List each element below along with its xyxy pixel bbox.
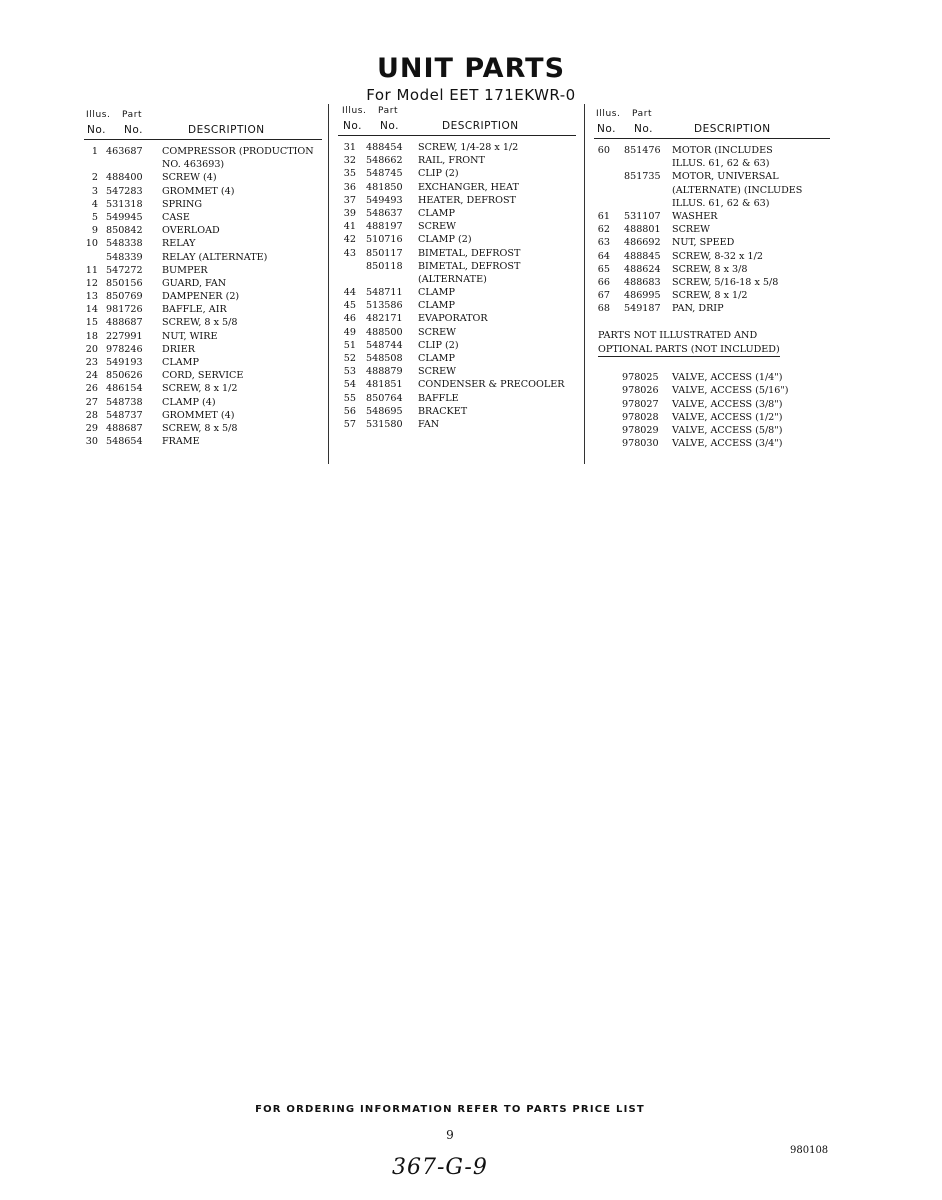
part-number: 978246 — [106, 343, 143, 355]
part-description: SCREW (4) — [162, 172, 217, 184]
handwritten-code: 367-G-9 — [392, 1155, 488, 1180]
part-description: BUMPER — [162, 264, 208, 276]
illus-number: 61 — [597, 210, 610, 222]
illus-number: 32 — [343, 155, 356, 167]
table-row — [338, 326, 576, 339]
table-row — [594, 289, 830, 302]
part-description: WASHER — [672, 210, 718, 222]
illus-number: 35 — [343, 168, 356, 180]
table-row — [338, 365, 576, 378]
part-description: CORD, SERVICE — [162, 370, 244, 382]
parts-rows — [594, 144, 830, 315]
column-header — [594, 105, 830, 139]
table-row — [84, 356, 322, 369]
illus-number: 31 — [343, 142, 356, 153]
column-header — [84, 106, 322, 140]
part-number: 978025 — [622, 372, 659, 384]
part-description: NUT, WIRE — [162, 330, 218, 342]
not-illustrated-note — [598, 329, 830, 357]
table-row — [338, 312, 576, 325]
part-number: 488197 — [366, 221, 403, 233]
illus-number: 28 — [85, 409, 98, 421]
table-row — [84, 343, 322, 356]
illus-number: 13 — [85, 291, 98, 303]
part-description: SCREW — [418, 366, 457, 378]
table-row — [594, 157, 830, 170]
part-description: CONDENSER & PRECOOLER — [418, 379, 565, 391]
illus-label: Illus. — [596, 109, 621, 119]
part-description: CLAMP — [418, 287, 455, 299]
illus-number: 65 — [597, 263, 610, 275]
table-row — [594, 170, 830, 183]
table-row — [338, 299, 576, 312]
part-description: MOTOR (INCLUDES — [672, 145, 773, 156]
page-title: UNIT PARTS — [376, 53, 566, 84]
illus-number: 55 — [343, 392, 356, 404]
table-row — [594, 184, 830, 197]
column-divider — [328, 104, 329, 464]
part-description: RELAY (ALTERNATE) — [162, 251, 268, 263]
table-row — [594, 437, 830, 450]
illus-label: Illus. — [342, 106, 367, 116]
part-description: DRIER — [162, 343, 195, 355]
table-row — [84, 185, 322, 198]
part-number: 510716 — [366, 234, 403, 246]
illus-number: 46 — [343, 313, 356, 325]
part-description: CLIP (2) — [418, 339, 459, 351]
part-number: 851476 — [624, 145, 661, 156]
part-description: HEATER, DEFROST — [418, 194, 516, 206]
part-number: 850769 — [106, 291, 143, 303]
illus-number: 10 — [85, 238, 98, 250]
table-row — [84, 409, 322, 422]
part-number: 548738 — [106, 396, 143, 408]
illus-number: 18 — [85, 330, 98, 342]
part-description: VALVE, ACCESS (1/2") — [672, 411, 783, 423]
illus-number: 54 — [343, 379, 356, 391]
part-description: SCREW — [418, 221, 457, 233]
parts-column-1 — [84, 106, 322, 448]
illus-number: 52 — [343, 353, 356, 364]
table-row — [84, 396, 322, 409]
part-number: 463687 — [106, 146, 143, 157]
table-row — [594, 144, 830, 157]
part-number: 486995 — [624, 290, 661, 302]
illus-number: 51 — [343, 339, 356, 351]
table-row — [594, 276, 830, 289]
table-row — [594, 236, 830, 249]
column-divider — [584, 104, 585, 464]
part-description: (ALTERNATE) (INCLUDES — [672, 184, 803, 196]
part-description: SPRING — [162, 198, 203, 210]
illus-number: 44 — [343, 287, 356, 299]
part-description: DAMPENER (2) — [162, 291, 240, 303]
part-number: 548637 — [366, 207, 403, 219]
illus-number: 60 — [597, 145, 610, 156]
table-row — [594, 371, 830, 384]
part-no-label: No. — [634, 123, 653, 135]
part-number: 850842 — [106, 225, 143, 237]
part-number: 513586 — [366, 300, 403, 312]
part-label: Part — [378, 106, 399, 116]
part-number: 531318 — [106, 198, 143, 210]
table-row — [84, 251, 322, 264]
part-description: (ALTERNATE) — [418, 273, 487, 285]
part-number: 488879 — [366, 366, 403, 378]
illus-no-label: No. — [343, 120, 362, 132]
part-description: BIMETAL, DEFROST — [418, 260, 521, 272]
part-number: 488801 — [624, 224, 661, 236]
illus-number: 53 — [343, 366, 356, 378]
part-description: SCREW, 8 x 5/8 — [162, 422, 238, 434]
part-number: 978027 — [622, 398, 659, 410]
table-row — [594, 223, 830, 236]
part-description: PAN, DRIP — [672, 303, 724, 315]
part-description: CLIP (2) — [418, 168, 459, 180]
parts-column-3 — [594, 105, 830, 450]
table-row — [338, 233, 576, 246]
illus-number: 2 — [91, 172, 98, 184]
illus-number: 36 — [343, 181, 356, 193]
part-number: 850626 — [106, 370, 143, 382]
part-description: RAIL, FRONT — [418, 155, 485, 167]
part-number: 548338 — [106, 238, 143, 250]
document-code: 980108 — [790, 1145, 829, 1156]
table-row — [84, 303, 322, 316]
part-description: SCREW, 5/16-18 x 5/8 — [672, 276, 779, 288]
part-description: SCREW, 8 x 5/8 — [162, 317, 238, 329]
illus-number: 5 — [91, 211, 98, 223]
part-number: 548508 — [366, 353, 403, 364]
illus-number: 24 — [85, 370, 98, 382]
part-number: 548745 — [366, 168, 403, 180]
part-description: SCREW, 8 x 1/2 — [672, 290, 748, 302]
table-row — [338, 286, 576, 299]
table-row — [594, 411, 830, 424]
part-number: 851735 — [624, 171, 661, 183]
table-row — [84, 237, 322, 250]
part-number: 548711 — [366, 287, 403, 299]
part-number: 488845 — [624, 250, 661, 262]
illus-number: 3 — [91, 185, 98, 197]
part-description: CASE — [162, 211, 190, 223]
table-row — [84, 277, 322, 290]
part-number: 549493 — [366, 194, 403, 206]
part-description: VALVE, ACCESS (3/8") — [672, 398, 783, 410]
part-number: 547272 — [106, 264, 143, 276]
table-row — [594, 210, 830, 223]
table-row — [594, 424, 830, 437]
part-number: 548695 — [366, 405, 403, 417]
part-number: 488400 — [106, 172, 143, 184]
part-number: 488454 — [366, 142, 403, 153]
part-label: Part — [122, 110, 143, 120]
illus-label: Illus. — [86, 110, 111, 120]
table-row — [84, 171, 322, 184]
part-number: 549187 — [624, 303, 661, 315]
part-description: SCREW — [418, 326, 457, 338]
part-description: NO. 463693) — [162, 159, 225, 171]
header-rule — [338, 135, 576, 136]
part-description: VALVE, ACCESS (5/16") — [672, 385, 789, 397]
part-description: GUARD, FAN — [162, 277, 227, 289]
illus-number: 23 — [85, 357, 98, 368]
table-row — [594, 250, 830, 263]
part-number: 978026 — [622, 385, 659, 397]
part-description: EVAPORATOR — [418, 313, 488, 325]
table-row — [338, 405, 576, 418]
illus-number: 39 — [343, 207, 356, 219]
page-number: 9 — [446, 1128, 454, 1142]
part-description: MOTOR, UNIVERSAL — [672, 171, 779, 183]
description-header: DESCRIPTION — [694, 123, 771, 135]
part-number: 488687 — [106, 422, 143, 434]
illus-number: 27 — [85, 396, 98, 408]
illus-number: 67 — [597, 290, 610, 302]
part-no-label: No. — [124, 124, 143, 136]
part-number: 481850 — [366, 181, 403, 193]
table-row — [84, 198, 322, 211]
part-number: 488683 — [624, 276, 661, 288]
part-number: 548744 — [366, 339, 403, 351]
part-description: BAFFLE, AIR — [162, 304, 227, 316]
table-row — [84, 290, 322, 303]
description-header: DESCRIPTION — [188, 124, 265, 136]
table-row — [84, 422, 322, 435]
illus-number: 56 — [343, 405, 356, 417]
illus-number: 68 — [597, 303, 610, 315]
table-row — [594, 197, 830, 210]
part-number: 978028 — [622, 411, 659, 423]
part-number: 486154 — [106, 383, 143, 395]
part-description: GROMMET (4) — [162, 409, 235, 421]
description-header: DESCRIPTION — [442, 120, 519, 132]
part-description: COMPRESSOR (PRODUCTION — [162, 146, 314, 157]
illus-number: 15 — [85, 317, 98, 329]
illus-number: 14 — [85, 304, 98, 316]
table-row — [338, 181, 576, 194]
parts-rows — [84, 145, 322, 448]
part-number: 488687 — [106, 317, 143, 329]
part-no-label: No. — [380, 120, 399, 132]
illus-no-label: No. — [87, 124, 106, 136]
part-description: BRACKET — [418, 405, 468, 417]
table-row — [338, 418, 576, 431]
illus-number: 4 — [91, 198, 98, 210]
part-description: OVERLOAD — [162, 225, 220, 237]
part-number: 548339 — [106, 251, 143, 263]
model-subtitle: For Model EET 171EKWR-0 — [366, 86, 576, 104]
part-number: 548662 — [366, 155, 403, 167]
part-number: 850117 — [366, 247, 403, 259]
table-row — [338, 273, 576, 286]
illus-number: 63 — [597, 237, 610, 249]
table-row — [338, 141, 576, 154]
table-row — [84, 224, 322, 237]
table-row — [338, 167, 576, 180]
header-rule — [594, 138, 830, 139]
part-description: RELAY — [162, 238, 196, 250]
table-row — [594, 302, 830, 315]
part-description: BAFFLE — [418, 392, 459, 404]
part-number: 531107 — [624, 210, 661, 222]
illus-number: 57 — [343, 418, 356, 430]
table-row — [338, 392, 576, 405]
table-row — [84, 145, 322, 158]
part-description: FRAME — [162, 436, 200, 448]
table-row — [338, 194, 576, 207]
part-number: 978030 — [622, 438, 659, 450]
table-row — [338, 207, 576, 220]
table-row — [84, 369, 322, 382]
table-row — [84, 158, 322, 171]
part-description: CLAMP — [418, 207, 455, 219]
illus-number: 66 — [597, 276, 610, 288]
part-number: 850764 — [366, 392, 403, 404]
illus-number: 37 — [343, 194, 356, 206]
part-number: 548654 — [106, 436, 143, 448]
table-row — [84, 211, 322, 224]
part-number: 531580 — [366, 418, 403, 430]
header-rule — [84, 139, 322, 140]
table-row — [594, 263, 830, 276]
ordering-footer: FOR ORDERING INFORMATION REFER TO PARTS PRICE LIST — [255, 1104, 645, 1115]
optional-parts-rows — [594, 371, 830, 450]
part-description: SCREW, 1/4-28 x 1/2 — [418, 142, 519, 153]
illus-number: 62 — [597, 224, 610, 236]
part-number: 488500 — [366, 326, 403, 338]
table-row — [84, 316, 322, 329]
table-row — [594, 384, 830, 397]
table-row — [84, 382, 322, 395]
part-description: SCREW — [672, 224, 711, 236]
illus-number: 43 — [343, 247, 356, 259]
part-number: 481851 — [366, 379, 403, 391]
part-description: EXCHANGER, HEAT — [418, 181, 519, 193]
part-label: Part — [632, 109, 653, 119]
illus-number: 1 — [91, 146, 98, 157]
part-description: SCREW, 8 x 3/8 — [672, 263, 748, 275]
table-row — [84, 264, 322, 277]
note-line-1: PARTS NOT ILLUSTRATED AND — [598, 330, 758, 342]
illus-number: 26 — [85, 383, 98, 395]
illus-number: 49 — [343, 326, 356, 338]
table-row — [594, 398, 830, 411]
part-description: VALVE, ACCESS (3/4") — [672, 438, 783, 450]
part-description: CLAMP (4) — [162, 396, 216, 408]
part-number: 548737 — [106, 409, 143, 421]
table-row — [338, 154, 576, 167]
part-number: 978029 — [622, 425, 659, 436]
illus-number: 41 — [343, 221, 356, 233]
illus-number: 42 — [343, 234, 356, 246]
illus-number: 29 — [85, 422, 98, 434]
part-description: SCREW, 8 x 1/2 — [162, 383, 238, 395]
part-number: 547283 — [106, 185, 143, 197]
table-row — [338, 352, 576, 365]
part-description: CLAMP — [418, 300, 455, 312]
part-description: CLAMP — [162, 357, 199, 368]
table-row — [338, 339, 576, 352]
illus-no-label: No. — [597, 123, 616, 135]
part-description: SCREW, 8-32 x 1/2 — [672, 250, 763, 262]
table-row — [338, 247, 576, 260]
part-number: 488624 — [624, 263, 661, 275]
table-row — [84, 435, 322, 448]
part-description: ILLUS. 61, 62 & 63) — [672, 197, 770, 209]
illus-number: 30 — [85, 436, 98, 448]
illus-number: 9 — [91, 225, 98, 237]
illus-number: 11 — [85, 264, 98, 276]
table-row — [338, 378, 576, 391]
part-description: BIMETAL, DEFROST — [418, 247, 521, 259]
part-description: GROMMET (4) — [162, 185, 235, 197]
part-description: CLAMP — [418, 353, 455, 364]
table-row — [84, 330, 322, 343]
part-description: VALVE, ACCESS (1/4") — [672, 372, 783, 384]
part-description: VALVE, ACCESS (5/8") — [672, 425, 783, 436]
parts-rows — [338, 141, 576, 431]
parts-column-2 — [338, 102, 576, 431]
table-row — [338, 220, 576, 233]
illus-number: 20 — [85, 343, 98, 355]
part-description: ILLUS. 61, 62 & 63) — [672, 158, 770, 170]
part-number: 981726 — [106, 304, 143, 316]
note-line-2: OPTIONAL PARTS (NOT INCLUDED) — [598, 343, 780, 357]
illus-number: 45 — [343, 300, 356, 312]
part-description: NUT, SPEED — [672, 237, 735, 249]
part-number: 549945 — [106, 211, 143, 223]
table-row — [338, 260, 576, 273]
part-number: 850156 — [106, 277, 143, 289]
part-number: 549193 — [106, 357, 143, 368]
illus-number: 12 — [85, 277, 98, 289]
part-description: FAN — [418, 418, 440, 430]
part-number: 486692 — [624, 237, 661, 249]
part-number: 482171 — [366, 313, 403, 325]
illus-number: 64 — [597, 250, 610, 262]
part-number: 850118 — [366, 260, 403, 272]
column-header — [338, 102, 576, 136]
part-description: CLAMP (2) — [418, 234, 472, 246]
part-number: 227991 — [106, 330, 143, 342]
